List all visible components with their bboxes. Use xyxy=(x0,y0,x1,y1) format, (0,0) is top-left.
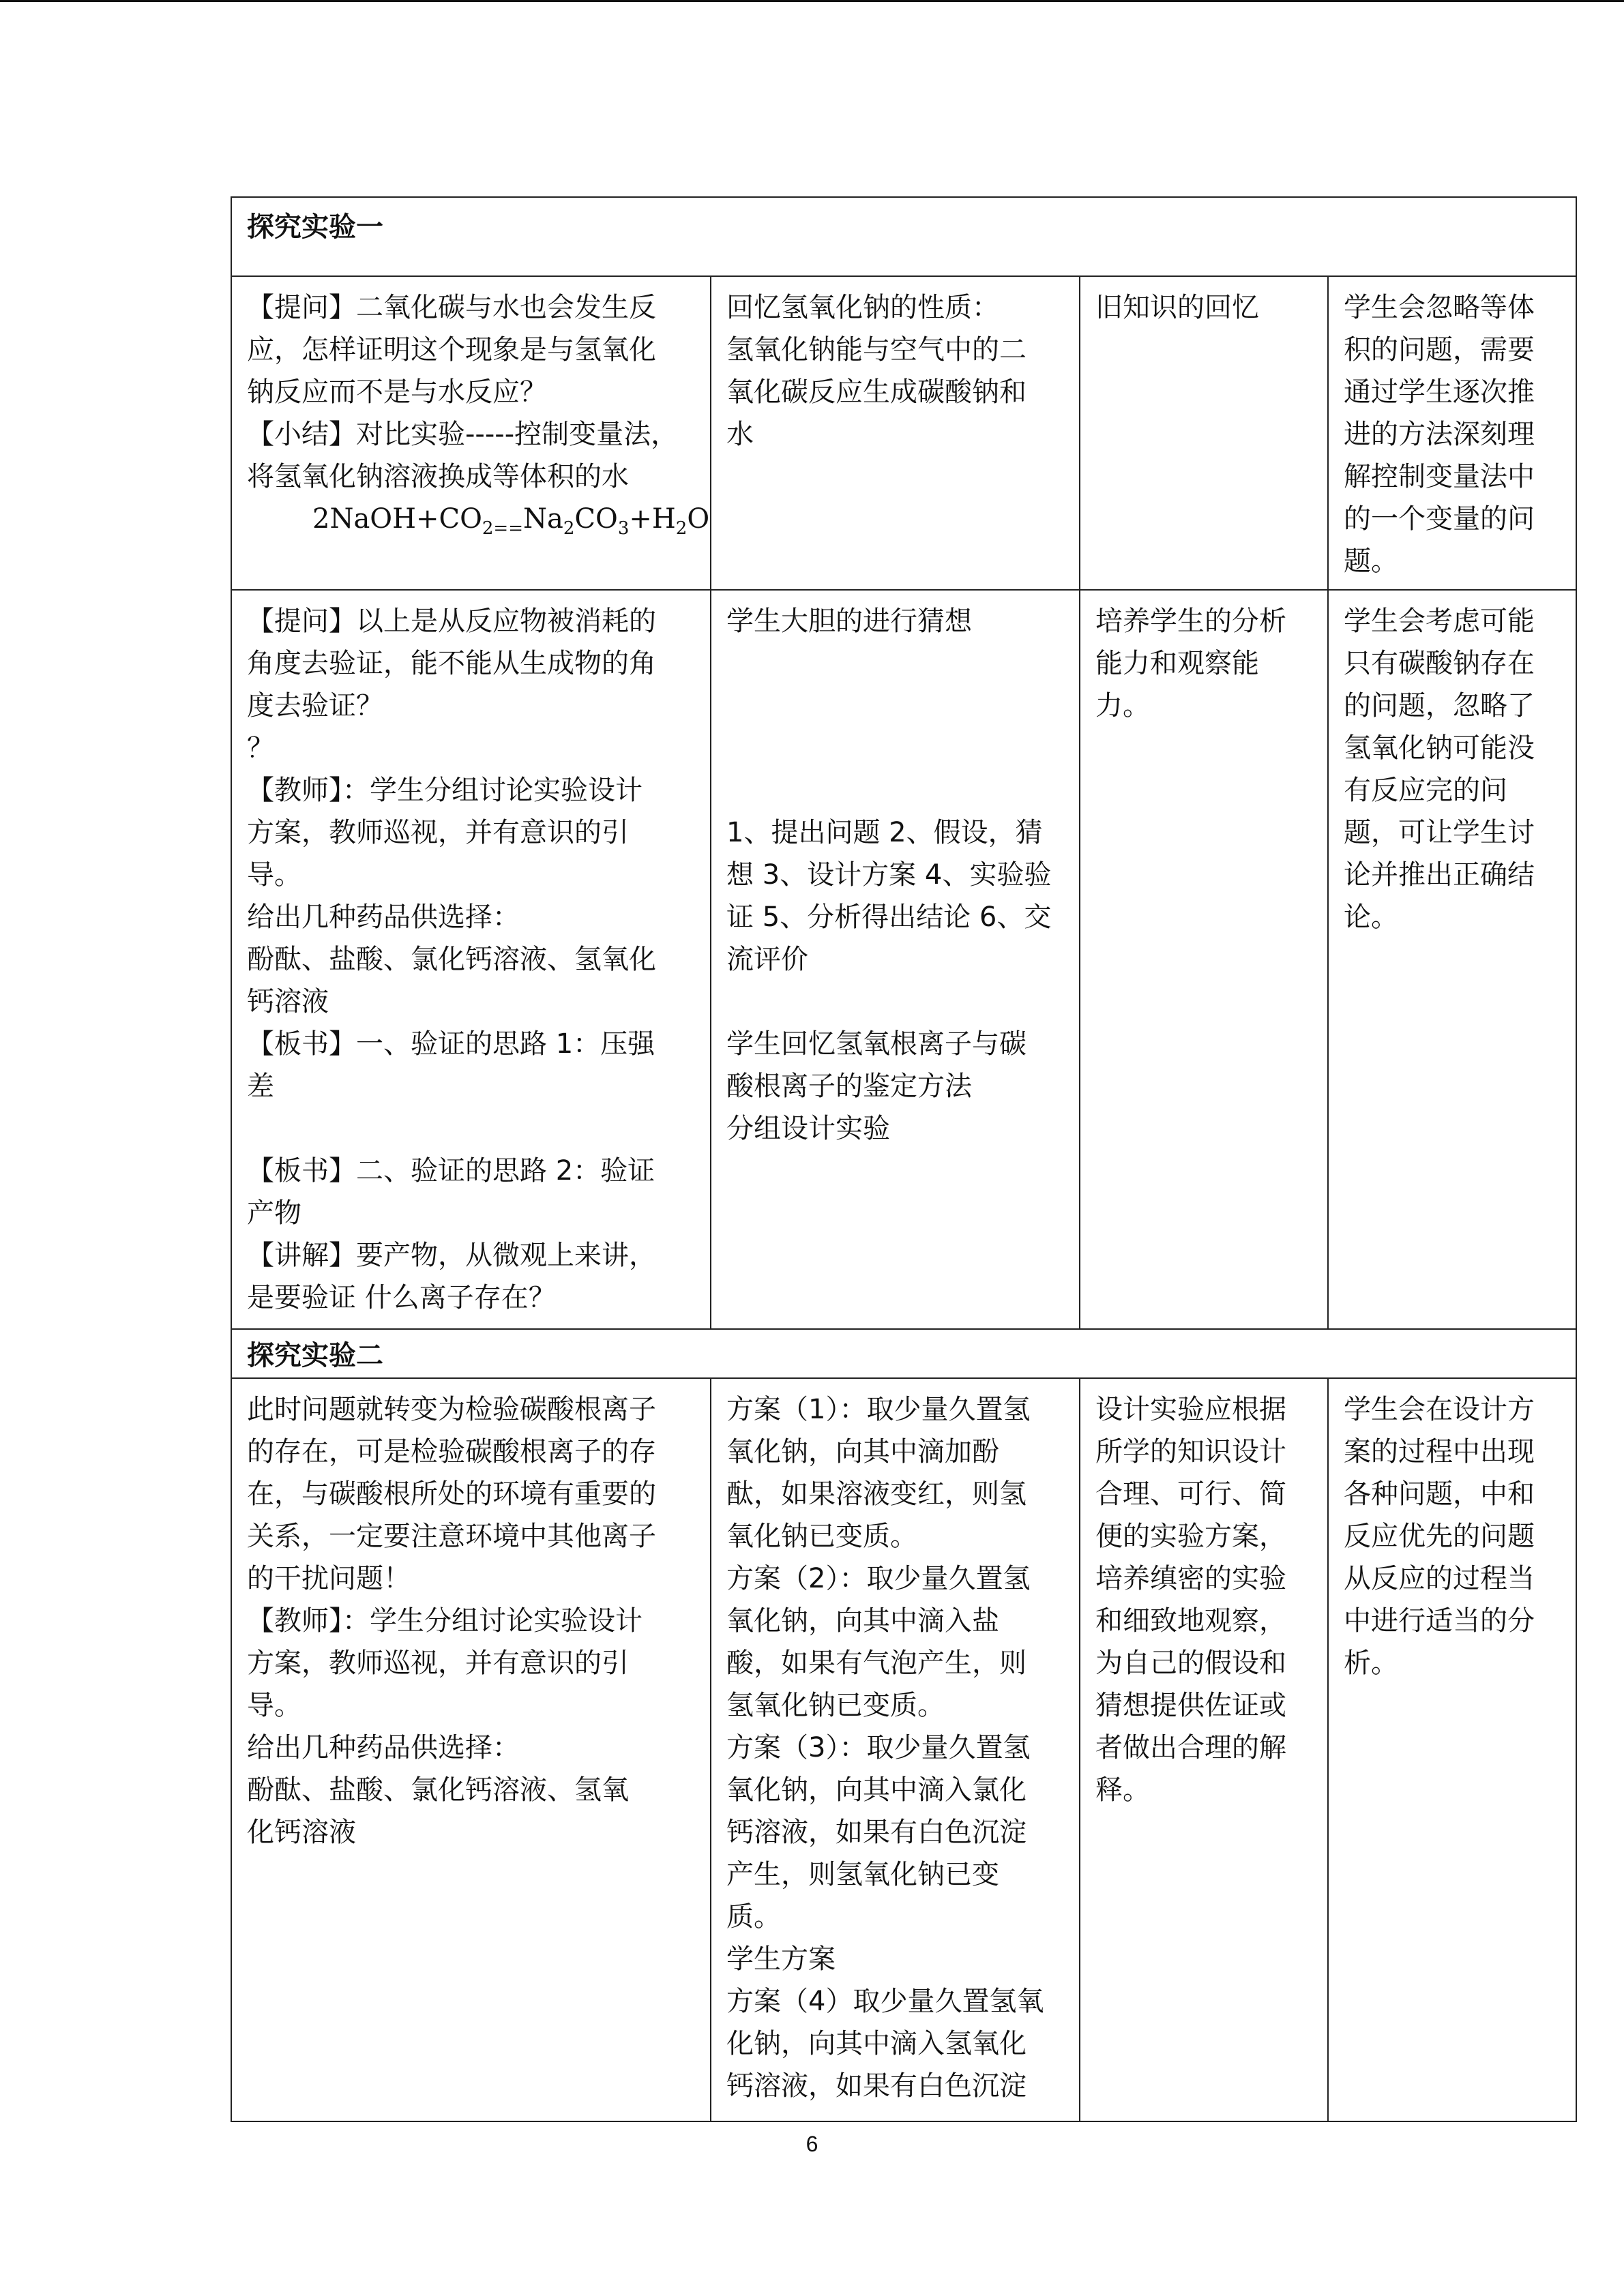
text-line: 此时问题就转变为检验碳酸根离子 xyxy=(247,1394,656,1425)
text-line: 方案，教师巡视，并有意识的引 xyxy=(247,817,629,848)
row3-notes xyxy=(1328,1378,1576,2121)
text-line: 氧化钠，向其中滴入氯化 xyxy=(726,1774,1027,1806)
row1-notes xyxy=(1328,276,1576,590)
text-line: 钙溶液，如果有白色沉淀 xyxy=(726,2070,1027,2102)
text-line: 氧化钠，向其中滴入盐 xyxy=(726,1605,999,1637)
text-line: 题。 xyxy=(1344,546,1398,577)
text-line: 氧化钠已变质。 xyxy=(726,1521,917,1552)
text-line: 酚酞、盐酸、氯化钙溶液、氢氧化 xyxy=(247,944,656,975)
text-line: 酚酞、盐酸、氯化钙溶液、氢氧 xyxy=(247,1774,629,1806)
text-line: 水 xyxy=(726,419,754,450)
text-line: 导。 xyxy=(247,859,301,891)
row1-teacher-activity xyxy=(231,276,711,590)
text-line: 【提问】以上是从反应物被消耗的 xyxy=(247,606,656,637)
text-line: 产生，则氢氧化钠已变 xyxy=(726,1859,999,1890)
text-line: 题，可让学生讨 xyxy=(1344,817,1535,848)
text-line: 角度去验证，能不能从生成物的角 xyxy=(247,648,656,679)
section-header-row-1 xyxy=(231,197,1576,276)
text-line: 的干扰问题！ xyxy=(247,1563,411,1594)
text-line: 者做出合理的解 xyxy=(1095,1732,1286,1763)
text-line: 有反应完的问 xyxy=(1344,775,1507,806)
text-line: 论并推出正确结 xyxy=(1344,859,1535,891)
section-title-2: 探究实验二 xyxy=(231,1329,1576,1378)
text-line: 设计实验应根据 xyxy=(1095,1394,1286,1425)
text-line: 化钙溶液 xyxy=(247,1817,356,1848)
text-line: 氧化钠，向其中滴加酚 xyxy=(726,1436,999,1467)
row3-design-intent xyxy=(1080,1378,1328,2121)
row3-teacher-activity xyxy=(231,1378,711,2121)
text-line: 学生大胆的进行猜想 xyxy=(726,606,972,637)
text-line: 便的实验方案， xyxy=(1095,1521,1286,1552)
text-line: 合理、可行、简 xyxy=(1095,1478,1286,1510)
text-line: 【板书】二、验证的思路 2：验证 xyxy=(247,1155,655,1187)
text-line: 钠反应而不是与水反应？ xyxy=(247,376,547,408)
text-line: 氢氧化钠已变质。 xyxy=(726,1690,945,1721)
text-line: 氢氧化钠能与空气中的二 xyxy=(726,334,1027,366)
blank-line xyxy=(726,769,1064,811)
text-line: 质。 xyxy=(726,1901,781,1933)
text-line: 钙溶液 xyxy=(247,986,329,1017)
page-top-border xyxy=(0,0,1624,2)
text-line: 钙溶液，如果有白色沉淀 xyxy=(726,1817,1027,1848)
text-line: 积的问题，需要 xyxy=(1344,334,1535,366)
text-line: 【小结】对比实验-----控制变量法， xyxy=(247,419,679,450)
text-line: 解控制变量法中 xyxy=(1344,461,1535,492)
text-line: 是要验证 什么离子存在？ xyxy=(247,1282,556,1313)
text-line: 学生回忆氢氧根离子与碳 xyxy=(726,1028,1027,1060)
text-line: 培养学生的分析 xyxy=(1095,606,1286,637)
text-line: 【板书】一、验证的思路 1：压强 xyxy=(247,1028,655,1060)
text-line: 方案（2）：取少量久置氢 xyxy=(726,1563,1031,1594)
row1-design-intent xyxy=(1080,276,1328,590)
text-line: 酸根离子的鉴定方法 xyxy=(726,1071,972,1102)
text-line: 将氢氧化钠溶液换成等体积的水 xyxy=(247,461,629,492)
text-line: 【教师】：学生分组讨论实验设计 xyxy=(247,775,643,806)
text-line: 氢氧化钠可能没 xyxy=(1344,732,1535,764)
text-line: 学生会忽略等体 xyxy=(1344,292,1535,323)
text-line: 学生会在设计方 xyxy=(1344,1394,1535,1425)
table-row-3 xyxy=(231,1378,1576,2121)
text-line: 分组设计实验 xyxy=(726,1113,890,1144)
blank-line xyxy=(726,727,1064,769)
row2-design-intent xyxy=(1080,590,1328,1329)
text-line: 从反应的过程当 xyxy=(1344,1563,1535,1594)
text-line: 酸，如果有气泡产生，则 xyxy=(726,1648,1027,1679)
text-line: 【讲解】要产物，从微观上来讲， xyxy=(247,1240,656,1271)
text-line: 回忆氢氧化钠的性质： xyxy=(726,292,999,323)
page-number: 6 xyxy=(806,2132,818,2156)
lesson-plan-table xyxy=(231,196,1577,2122)
section-title-1: 探究实验一 xyxy=(231,197,1576,276)
text-line: 氧化碳反应生成碳酸钠和 xyxy=(726,376,1027,408)
table-row-1 xyxy=(231,276,1576,590)
text-line: 产物 xyxy=(247,1197,301,1229)
text-line: 的存在，可是检验碳酸根离子的存 xyxy=(247,1436,656,1467)
blank-line xyxy=(247,1107,695,1150)
text-line: 各种问题，中和 xyxy=(1344,1478,1535,1510)
text-line: 中进行适当的分 xyxy=(1344,1605,1535,1637)
text-line: 析。 xyxy=(1344,1648,1398,1679)
blank-line xyxy=(726,642,1064,685)
table-row-2 xyxy=(231,590,1576,1329)
text-line: 差 xyxy=(247,1071,274,1102)
row3-student-activity xyxy=(711,1378,1080,2121)
text-line: 的一个变量的问 xyxy=(1344,503,1535,535)
text-line: 【教师】：学生分组讨论实验设计 xyxy=(247,1605,643,1637)
text-line: 方案，教师巡视，并有意识的引 xyxy=(247,1648,629,1679)
text-line: 方案（3）：取少量久置氢 xyxy=(726,1732,1031,1763)
text-line: 能力和观察能 xyxy=(1095,648,1259,679)
text-line: 应，怎样证明这个现象是与氢氧化 xyxy=(247,334,656,366)
text-line: 为自己的假设和 xyxy=(1095,1648,1286,1679)
text-line: 导。 xyxy=(247,1690,301,1721)
text-line: 进的方法深刻理 xyxy=(1344,419,1535,450)
row2-student-activity xyxy=(711,590,1080,1329)
text-line: 度去验证？ xyxy=(247,690,383,721)
row1-student-activity xyxy=(711,276,1080,590)
text-line: 力。 xyxy=(1095,690,1150,721)
text-line: 和细致地观察， xyxy=(1095,1605,1286,1637)
text-line: 只有碳酸钠存在 xyxy=(1344,648,1535,679)
text-line: 释。 xyxy=(1095,1774,1150,1806)
text-line: 在，与碳酸根所处的环境有重要的 xyxy=(247,1478,656,1510)
text-line: 通过学生逐次推 xyxy=(1344,376,1535,408)
text-line: 给出几种药品供选择： xyxy=(247,1732,520,1763)
text-line: 化钠，向其中滴入氢氧化 xyxy=(726,2028,1027,2059)
text-line: 学生会考虑可能 xyxy=(1344,606,1535,637)
text-line: 猜想提供佐证或 xyxy=(1095,1690,1286,1721)
text-line: 论。 xyxy=(1344,901,1398,933)
text-line: 酞，如果溶液变红，则氢 xyxy=(726,1478,1027,1510)
chemical-equation: $2NaOH+CO_{2==}Na_2CO_3+H_2O$ xyxy=(312,503,710,539)
text-line: 的问题，忽略了 xyxy=(1344,690,1535,721)
text-line: 反应优先的问题 xyxy=(1344,1521,1535,1552)
text-line: 学生方案 xyxy=(726,1943,836,1975)
text-line: 旧知识的回忆 xyxy=(1095,292,1259,323)
text-line: 证 5、分析得出结论 6、交 xyxy=(726,901,1052,933)
text-line: 关系，一定要注意环境中其他离子 xyxy=(247,1521,656,1552)
text-line: 【提问】二氧化碳与水也会发生反 xyxy=(247,292,656,323)
text-line: 培养缜密的实验 xyxy=(1095,1563,1286,1594)
text-line: 方案（4）取少量久置氢氧 xyxy=(726,1986,1044,2017)
row2-teacher-activity xyxy=(231,590,711,1329)
blank-line xyxy=(726,981,1064,1023)
row2-notes xyxy=(1328,590,1576,1329)
text-line: 给出几种药品供选择： xyxy=(247,901,520,933)
section-header-row-2 xyxy=(231,1329,1576,1378)
text-line: 流评价 xyxy=(726,944,808,975)
blank-line xyxy=(726,685,1064,727)
text-line: 案的过程中出现 xyxy=(1344,1436,1535,1467)
text-line: 方案（1）：取少量久置氢 xyxy=(726,1394,1031,1425)
text-line: 想 3、设计方案 4、实验验 xyxy=(726,859,1052,891)
text-line: ？ xyxy=(247,732,274,764)
text-line: 所学的知识设计 xyxy=(1095,1436,1286,1467)
text-line: 1、提出问题 2、假设，猜 xyxy=(726,817,1043,848)
